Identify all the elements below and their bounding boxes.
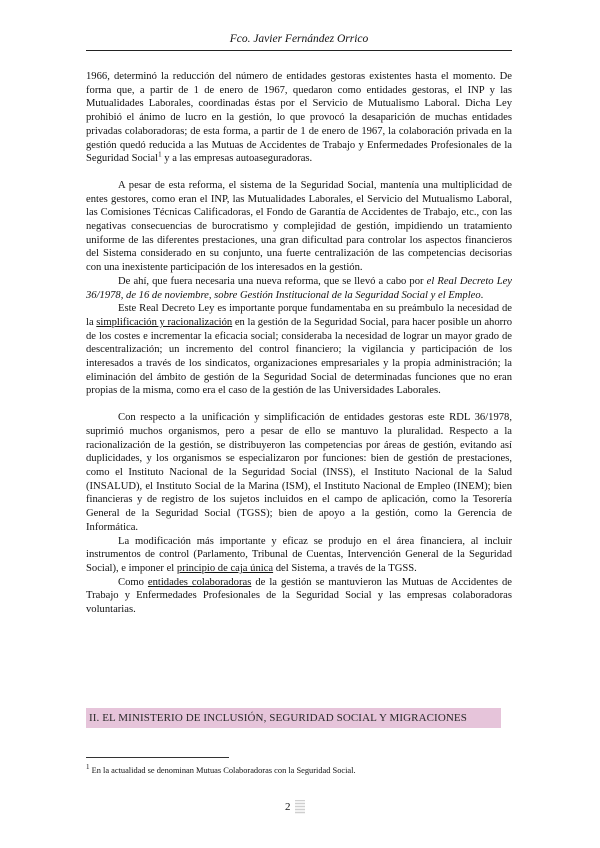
- decree-title: el Real Decreto Ley 36/1978, de 16 de noviembre, sobre Gestión Institucional de la Seguridad Social y el Empleo: [86, 275, 512, 301]
- paragraph-6: La modificación más importante y eficaz se produjo en el área financiera, al incluir instrumentos de control (Parlamento, Tribunal de Cuentas, Intervención General de la Seguridad Social), e imponer el principio de caja única del Sistema, a través de la TGSS.: [86, 535, 512, 574]
- underlined-term: simplificación y racionalización: [96, 316, 233, 328]
- underlined-term: principio de caja única: [176, 562, 274, 574]
- paragraph-3: De ahí, que fuera necesaria una nueva reforma, que se llevó a cabo por el Real Decreto Ley 36/1978, de 16 de noviembre, sobre Gestión Institucional de la Seguridad Social y el Empleo.: [86, 275, 512, 301]
- paragraph-2: A pesar de esta reforma, el sistema de la Seguridad Social, mantenía una multiplicidad de entes gestores, como eran el INP, las Mutualidades Laborales, el Servicio del Mutualismo Laboral, las Comisiones Técnicas Calificadoras, el Fondo de Garantía de Accidentes de Trabajo, etc., con las negativas consecuencias de burocratismo y complejidad de gestión, impidiendo un tratamiento uniforme de las diferentes prestaciones, una gran dificultad para controlar los aspectos financieros del Sistema considerado en su conjunto, una fuerte centralización de las competencias decisorias con una inexistente participación de los interesados en la gestión.: [86, 179, 512, 274]
- paragraph-5: Con respecto a la unificación y simplificación de entidades gestoras este RDL 36/1978, suprimió muchos organismos, pero a pesar de ello se mantuvo la pluralidad. Respecto a la racionalización de la gestión, se distribuyeron las competencias por áreas de gestión, evitando así duplicidades, y los organismos se especializaron por funciones: bien de gestión de prestaciones, como el Instituto Nacional de la Seguridad Social (INSS), el Instituto Nacional de la Salud (INSALUD), el Instituto Social de la Marina (ISM), el Instituto Nacional de Empleo (INEM); bien financieras y de registro de los sujetos incluidos en el campo de aplicación, como la Tesorería General de la Seguridad Social (TGSS); bien de apoyo a la gestión, como la Gerencia de Informática.: [86, 412, 512, 533]
- section-heading[interactable]: II. EL MINISTERIO DE INCLUSIÓN, SEGURIDAD SOCIAL Y MIGRACIONES: [86, 708, 501, 728]
- footnote-separator: [86, 757, 229, 758]
- footnote-text: En la actualidad se denominan Mutuas Colaboradoras con la Seguridad Social.: [89, 766, 356, 775]
- page-marker-icon: [295, 800, 305, 814]
- paragraph-gap: [86, 166, 512, 179]
- header-rule: [86, 50, 512, 51]
- paragraph-gap: [86, 398, 512, 411]
- paragraph-1: 1966, determinó la reducción del número de entidades gestoras existentes hasta el momento. De forma que, a partir de 1 de enero de 1967, quedaron como entidades gestoras, el INP y las Mutualidades Laborales, coordinadas éstas por el Servicio de Mutualismo Laboral. Dicha Ley prohibió el ánimo de lucro en la gestión, lo que provocó la desaparición de muchas entidades privadas colaboradoras; de esta forma, a partir de 1 de enero de 1967, la colaboración privada en la gestión quedó reducida a las Mutuas de Accidentes de Trabajo y Enfermedades Profesionales de la Seguridad Social$^1$ y a las empresas autoaseguradoras.: [86, 71, 512, 165]
- paragraph-7: Como entidades colaboradoras de la gestión se mantuvieron las Mutuas de Accidentes de Trabajo y Enfermedades Profesionales de la Seguridad Social y las empresas colaboradoras voluntarias.: [86, 576, 512, 616]
- body-text: [86, 70, 512, 617]
- footnote-number: 1: [86, 763, 90, 772]
- underlined-term: entidades colaboradoras: [147, 576, 252, 588]
- page-number: 2: [285, 801, 291, 813]
- footnote-ref[interactable]: 1: [158, 150, 162, 159]
- page-header-author: Fco. Javier Fernández Orrico: [229, 33, 369, 45]
- footnote: [86, 765, 512, 776]
- paragraph-4: Este Real Decreto Ley es importante porque fundamentaba en su preámbulo la necesidad de la simplificación y racionalización en la gestión de la Seguridad Social, para hacer posible un ahorro de los costes e incrementar la eficacia social; consideraba la necesidad de lograr un mayor grado de descentralización; un incremento del control financiero; la vigilancia y participación de los interesados a través de los sindicatos, organizaciones empresariales y la propia administración; la eliminación del ámbito de gestión de la Seguridad Social de determinadas funciones que no eran propias de la misma, como era el caso de la gestión de las Universidades Laborales.: [86, 303, 512, 397]
